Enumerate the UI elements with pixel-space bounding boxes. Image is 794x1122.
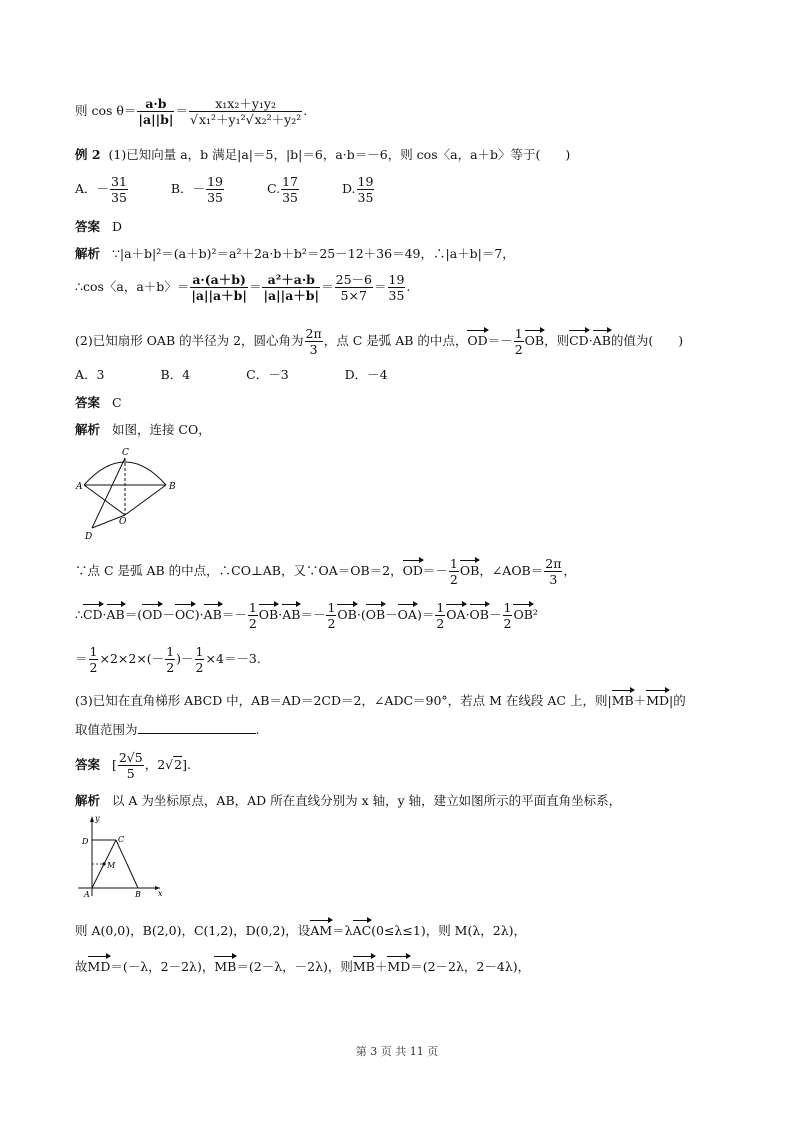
label-a: A [84,890,90,898]
solution-2-line-2: ∴CD·AB＝(OD－OC)·AB＝－ $\frac{1}{2}$ OB·AB＝－ $\frac{1}{2}$ OB·(OB－OA)＝ $\frac{1}{2}$ OA·OB－ $\frac{1}{2}$ OB² [75,600,538,631]
option-d: D. $\frac{19}{35}$ [341,174,374,205]
question-3-line-2: 取值范围为 . [75,722,260,737]
label-x: x [158,889,163,898]
solution-3-intro: 解析 以 A 为坐标原点，AB，AD 所在直线分别为 x 轴，y 轴，建立如图所示的平面直角坐标系， [75,793,622,808]
trapezoid-figure [74,812,174,898]
solution-label: 解析 [75,246,101,261]
answer-label: 答案 [75,395,101,410]
option-c: C. $\frac{17}{35}$ [267,174,298,205]
label-a: A [76,482,83,492]
formula-lead: 则 cos θ＝ [75,103,137,118]
cos-formula: 则 cos θ＝ $\frac{a\cdot b}{|a||b|}$ ＝ $\frac{\text{x₁x₂＋y₁y₂}}{\text{√x₁²＋y₁²√x₂²＋y₂²}}$ . [75,96,308,127]
option-b: B．－ $\frac{19}{35}$ [170,174,224,205]
solution-label: 解析 [75,793,101,808]
fraction: $\frac{\text{x₁x₂＋y₁y₂}}{\text{√x₁²＋y₁²√x₂²＋y₂²}}$ [189,96,302,127]
label-b: B [135,890,141,898]
q1-options [75,174,413,205]
label-o: O [119,517,127,527]
answer-label: 答案 [75,219,101,234]
label-c: C [118,835,125,844]
option-a: A．3 [75,367,105,382]
solution-1-line-1: 解析 ∵|a＋b|²＝(a＋b)²＝a²＋2a·b＋b²＝25－12＋36＝49，∴|a＋b|＝7， [75,246,515,261]
fraction: $\frac{a\cdot b}{|a||b|}$ [138,96,174,127]
label-y: y [95,814,100,823]
example-label: 例 2 [75,147,101,162]
solution-2-line-3: ＝ $\frac{1}{2}$ ×2×2×(－ $\frac{1}{2}$ )－ $\frac{1}{2}$ ×4＝－3. [75,644,261,675]
solution-2-line-1: ∵点 C 是弧 AB 的中点，∴CO⊥AB，又∵OA＝OB＝2，OD＝－ $\frac{1}{2}$ OB，∠AOB＝ $\frac{2\pi}{3}$ ， [75,556,576,587]
q2-options [75,366,426,384]
answer-value: C [111,395,122,410]
answer-label: 答案 [75,757,101,772]
label-d: D [82,837,89,846]
answer-blank [138,720,256,734]
solution-3-line-2: 故MD＝(－λ，2－2λ)，MB＝(2－λ，－2λ)，则MB＋MD＝(2－2λ，2－4λ)， [75,959,531,974]
sector-figure [70,443,185,543]
solution-label: 解析 [75,422,101,437]
page-footer: 第 3 页 共 11 页 [355,1045,439,1058]
solution-1-line-2: ∴cos〈a，a＋b〉＝ $\frac{a\cdot(a+b)}{|a||a+b|}$ ＝ $\frac{\text{a²＋a·b}}{|a||a+b|}$ ＝ $\frac{25-6}{5\times 7}$ ＝ $\frac{19}{35}$ . [75,272,411,303]
question-3: (3)已知在直角梯形 ABCD 中，AB＝AD＝2CD＝2，∠ADC＝90°，若点 M 在线段 AC 上，则|MB＋MD|的 [75,693,686,708]
answer-2 [75,394,122,412]
question-1 [75,146,570,164]
option-b: B．4 [160,367,191,382]
option-a: A．－ $\frac{31}{35}$ [75,174,127,205]
option-d: D．－4 [344,367,388,382]
answer-1 [75,218,122,236]
answer-3: 答案 [ $\frac{2√5}{5}$ ，2√2]. [75,750,191,781]
label-c: C [122,448,129,458]
solution-2-intro: 解析 如图，连接 CO， [75,422,211,437]
solution-3-line-1: 则 A(0,0)，B(2,0)，C(1,2)，D(0,2)，设AM＝λAC(0≤λ≤1)，则 M(λ，2λ)， [75,923,527,938]
label-m: M [107,861,116,870]
question-2: (2)已知扇形 OAB 的半径为 2，圆心角为 $\frac{2\pi}{3}$ ，点 C 是弧 AB 的中点，OD＝－ $\frac{1}{2}$ OB，则CD·AB的值为( ) [75,326,684,357]
label-b: B [169,482,176,492]
question-text: (1)已知向量 a，b 满足|a|＝5，|b|＝6，a·b＝－6，则 cos〈a，a＋b〉等于( ) [108,147,571,162]
answer-value: D [111,219,122,234]
label-d: D [85,532,93,542]
option-c: C．－3 [246,367,289,382]
